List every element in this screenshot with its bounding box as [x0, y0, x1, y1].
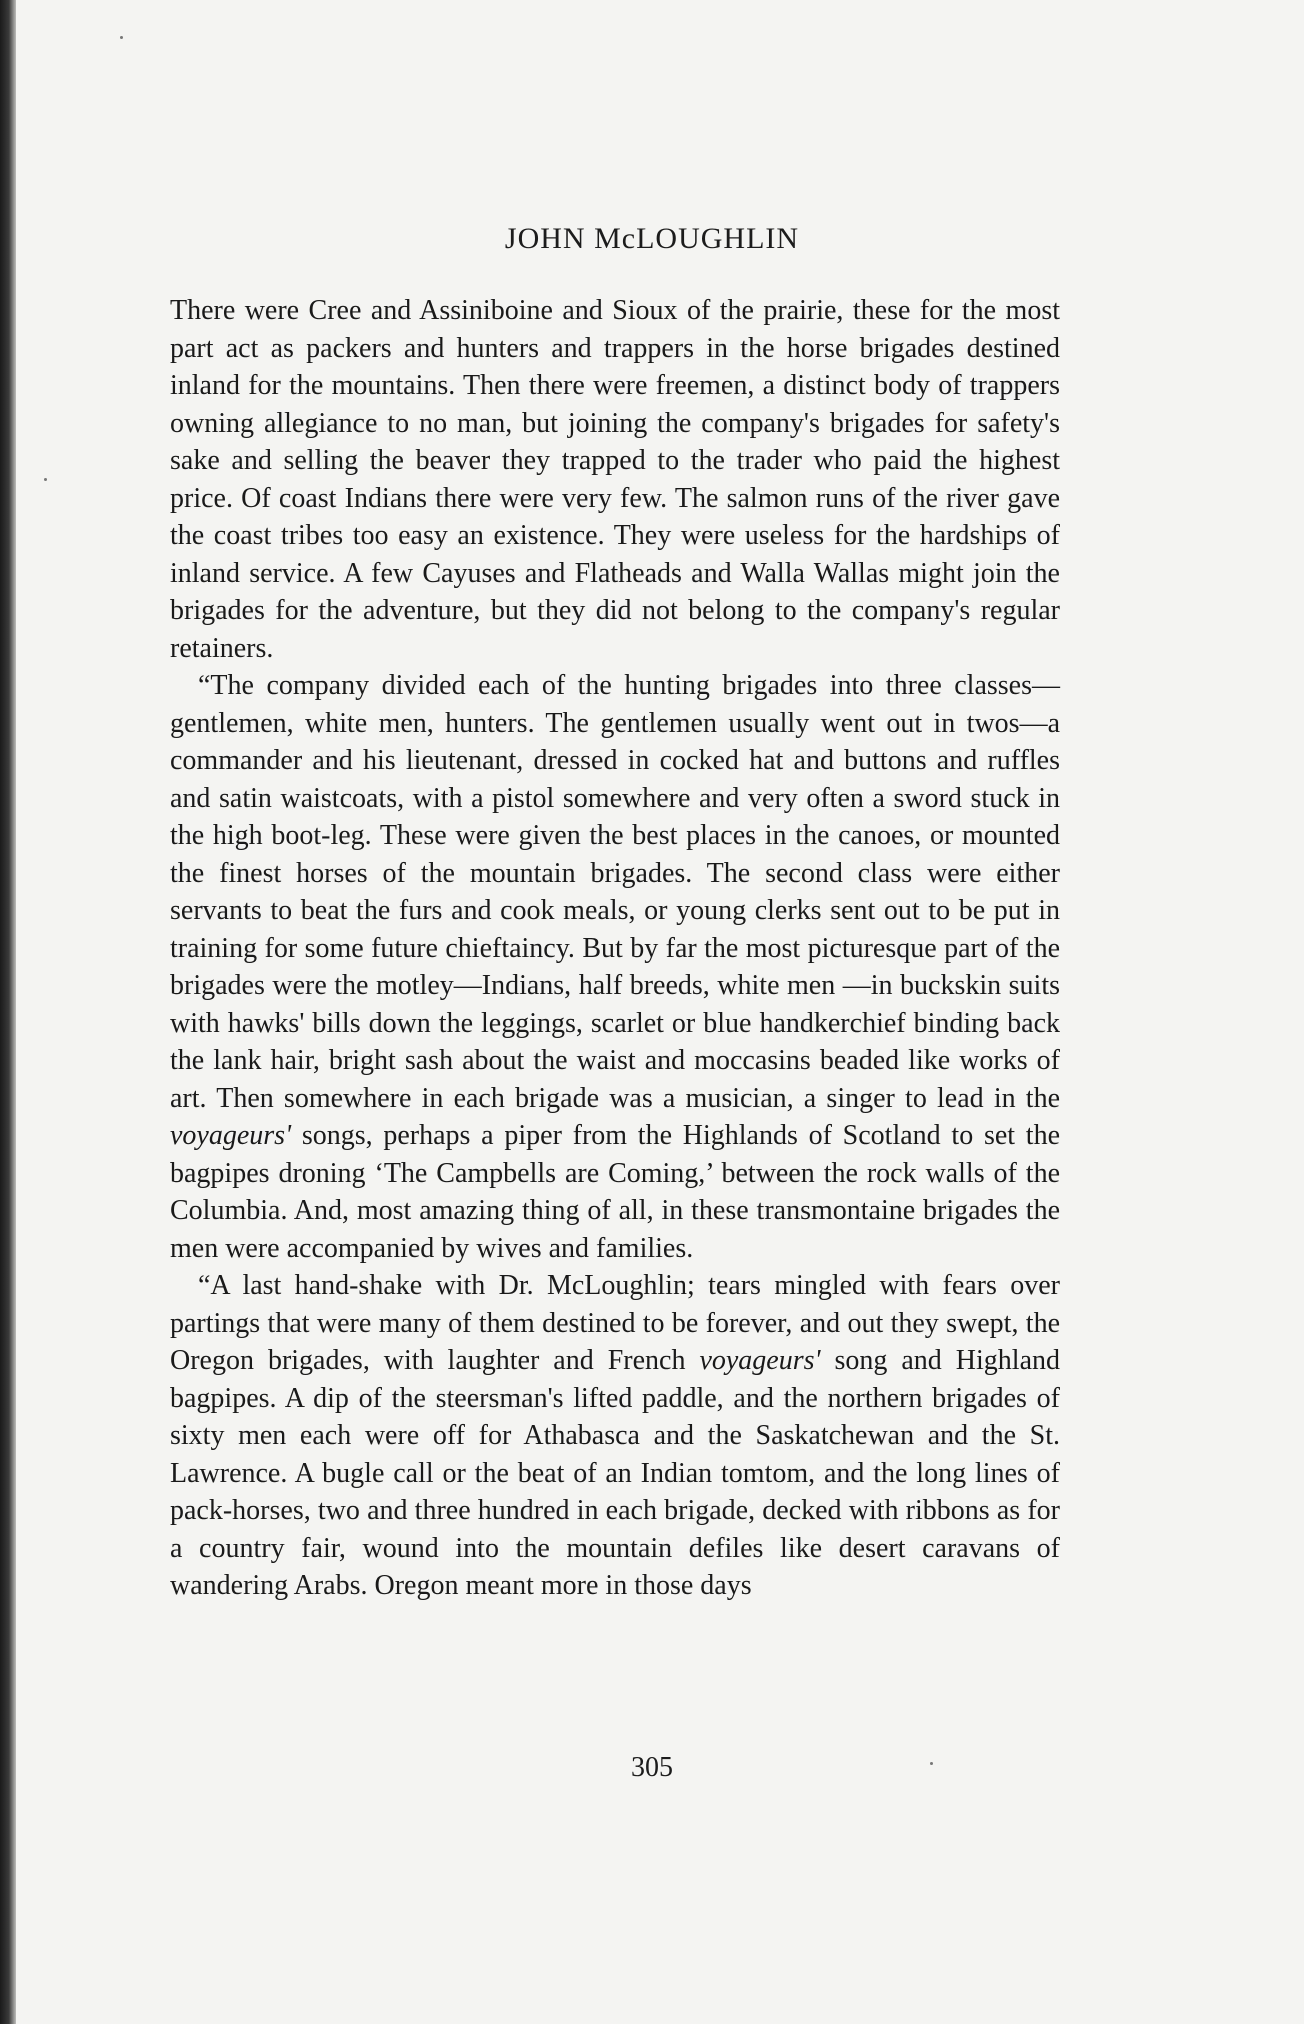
paragraph-text: There were Cree and Assiniboine and Sioux of the prairie, these for the most part act as packers and hunters and trappers in the horse brigades destined inland for the mountains. Then there were freemen, a distinct body of trappers owning allegiance to no man, but joining the company's brigades for safety's sake and selling the beaver they trapped to the trader who paid the highest price. Of coast Indians there were very few. The salmon runs of the river gave the coast tribes too easy an existence. They were useless for the hardships of inland service. A few Cayuses and Flatheads and Walla Wallas might join the brigades for the adventure, but they did not belong to the company's regular retainers. [170, 295, 1060, 664]
paragraph-text: “The company divided each of the hunting brigades into three classes—gentlemen, white men, hunters. The gentlemen usually went out in twos—a commander and his lieutenant, dressed in cocked hat and buttons and ruffles and satin waistcoats, with a pistol somewhere and very often a sword stuck in the high boot-leg. These were given the best places in the canoes, or mounted the finest horses of the mountain brigades. The second class were either servants to beat the furs and cook meals, or young clerks sent out to be put in training for some future chieftaincy. But by far the most picturesque part of the brigades were the motley—Indians, half breeds, white men —in buckskin suits with hawks' bills down the leggings, scarlet or blue handkerchief binding back the lank hair, bright sash about the waist and moccasins beaded like works of art. Then somewhere in each brigade was a musician, a singer to lead in the [170, 670, 1060, 1114]
paragraph-text: songs, perhaps a piper from the Highlands of Scotland to set the bagpipes droning ‘The Campbells are Coming,’ between the rock walls of the Columbia. And, most amazing thing of all, in these transmontaine brigades the men were accompanied by wives and families. [170, 1120, 1060, 1264]
page-number: 305 [631, 1752, 673, 1783]
paragraph [170, 292, 1060, 667]
paragraph-text: song and Highland bagpipes. A dip of the steersman's lifted paddle, and the northern brigades of sixty men each were off for Athabasca and the Saskatchewan and the St. Lawrence. A bugle call or the beat of an Indian tomtom, and the long lines of pack-horses, two and three hundred in each brigade, decked with ribbons as for a country fair, wound into the mountain defiles like desert caravans of wandering Arabs. Oregon meant more in those days [170, 1345, 1060, 1601]
italic-text: voyageurs' [170, 1120, 292, 1151]
binding-edge [0, 0, 16, 2024]
paragraph [170, 1267, 1060, 1605]
paragraph [170, 667, 1060, 1267]
italic-text: voyageurs' [699, 1345, 821, 1376]
paragraph-text: “A last hand-shake with Dr. McLoughlin; tears mingled with fears over partings that were many of them destined to be forever, and out they swept, the Oregon brigades, with laughter and French [170, 1270, 1060, 1376]
paper-speck [120, 36, 123, 39]
running-head: JOHN McLOUGHLIN [504, 222, 800, 255]
body-text [170, 292, 1060, 1605]
paper-speck [44, 478, 47, 481]
